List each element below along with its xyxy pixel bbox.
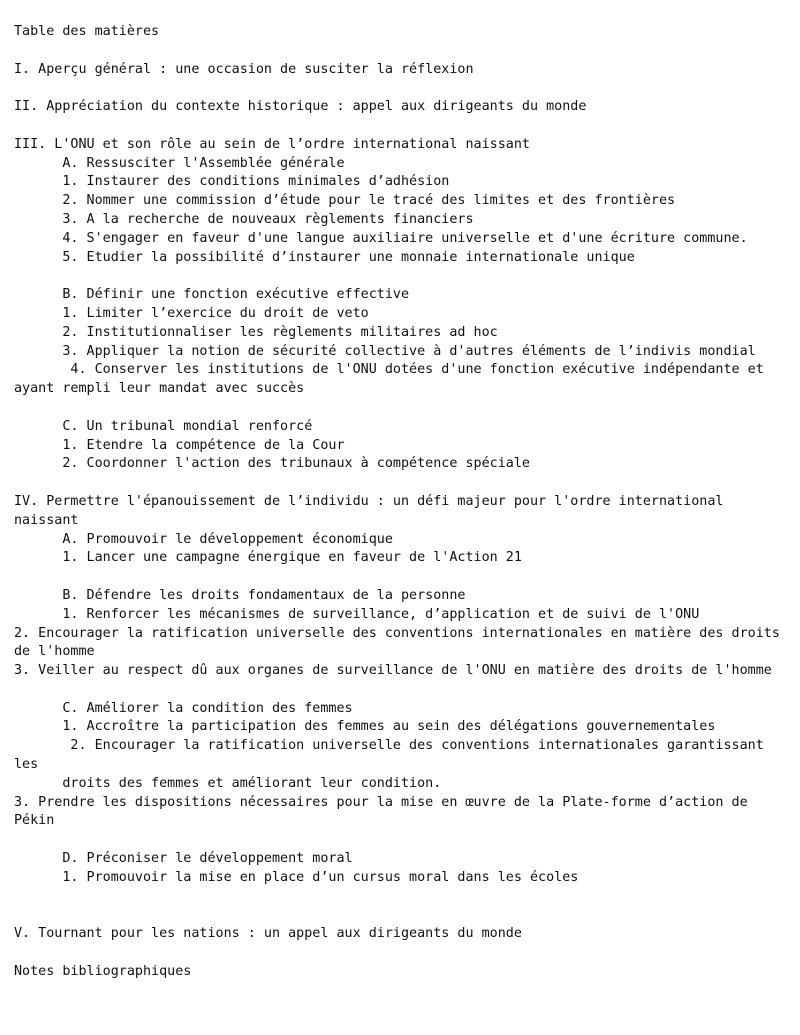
- toc-line: 4. Conserver les institutions de l'ONU dotées d'une fonction exécutive indépendante et: [14, 362, 764, 378]
- toc-line: les: [14, 757, 39, 773]
- toc-line: 3. Prendre les dispositions nécessaires pour la mise en œuvre de la Plate-forme d’action de: [14, 794, 748, 810]
- toc-line: ayant rempli leur mandat avec succès: [14, 381, 305, 397]
- blank-line: [14, 681, 794, 700]
- toc-line: B. Défendre les droits fondamentaux de la personne: [14, 587, 466, 603]
- toc-line: 1. Limiter l’exercice du droit de veto: [14, 305, 369, 321]
- toc-line: D. Préconiser le développement moral: [14, 851, 353, 867]
- toc-line: IV. Permettre l'épanouissement de l’individu : un défi majeur pour l'ordre international: [14, 493, 724, 509]
- toc-line: Notes bibliographiques: [14, 963, 192, 979]
- toc-line: III. L'ONU et son rôle au sein de l’ordre international naissant: [14, 136, 530, 152]
- toc-line: C. Améliorer la condition des femmes: [14, 700, 353, 716]
- toc-line: 1. Etendre la compétence de la Cour: [14, 437, 345, 453]
- blank-line: [14, 831, 794, 850]
- toc-line: Table des matières: [14, 24, 160, 39]
- toc-line: 2. Institutionnaliser les règlements militaires ad hoc: [14, 324, 498, 340]
- toc-line: naissant: [14, 512, 79, 528]
- toc-line: 4. S'engager en faveur d'une langue auxiliaire universelle et d'une écriture commune.: [14, 230, 748, 246]
- toc-line: I. Aperçu général : une occasion de susciter la réflexion: [14, 61, 474, 77]
- toc-line: V. Tournant pour les nations : un appel aux dirigeants du monde: [14, 926, 522, 942]
- blank-line: [14, 568, 794, 587]
- blank-line: [14, 944, 794, 963]
- toc-line: droits des femmes et améliorant leur condition.: [14, 775, 442, 791]
- toc-line: 2. Encourager la ratification universelle des conventions internationales en matière des droits: [14, 625, 780, 641]
- toc-line: II. Appréciation du contexte historique : appel aux dirigeants du monde: [14, 99, 587, 115]
- toc-line: A. Promouvoir le développement économique: [14, 531, 393, 547]
- toc-line: 1. Promouvoir la mise en place d’un cursus moral dans les écoles: [14, 869, 579, 885]
- toc-line: 5. Etudier la possibilité d’instaurer une monnaie internationale unique: [14, 249, 635, 265]
- toc-line: 1. Renforcer les mécanismes de surveillance, d’application et de suivi de l'ONU: [14, 606, 700, 622]
- toc-line: C. Un tribunal mondial renforcé: [14, 418, 313, 434]
- blank-line: [14, 399, 794, 418]
- toc-line: 3. A la recherche de nouveaux règlements financiers: [14, 211, 474, 227]
- toc-line: 3. Appliquer la notion de sécurité collective à d'autres éléments de l’indivis mondial: [14, 343, 756, 359]
- blank-line: [14, 267, 794, 286]
- toc-line: 3. Veiller au respect dû aux organes de surveillance de l'ONU en matière des droits de l'homme: [14, 663, 772, 679]
- toc-line: 2. Encourager la ratification universelle des conventions internationales garantissant: [14, 738, 764, 754]
- toc-line: 2. Coordonner l'action des tribunaux à compétence spéciale: [14, 456, 530, 472]
- toc-line: B. Définir une fonction exécutive effective: [14, 287, 410, 303]
- blank-line: [14, 888, 794, 907]
- blank-line: [14, 474, 794, 493]
- toc-line: 2. Nommer une commission d’étude pour le tracé des limites et des frontières: [14, 193, 676, 209]
- toc-line: 1. Instaurer des conditions minimales d’adhésion: [14, 174, 450, 190]
- toc-line: de l'homme: [14, 644, 95, 660]
- toc-line: Pékin: [14, 813, 55, 829]
- blank-line: [14, 906, 794, 925]
- blank-line: [14, 42, 794, 61]
- blank-line: [14, 79, 794, 98]
- toc-line: 1. Lancer une campagne énergique en faveur de l'Action 21: [14, 550, 522, 566]
- blank-line: [14, 117, 794, 136]
- toc-line: A. Ressusciter l'Assemblée générale: [14, 155, 345, 171]
- toc-line: 1. Accroître la participation des femmes au sein des délégations gouvernementales: [14, 719, 716, 735]
